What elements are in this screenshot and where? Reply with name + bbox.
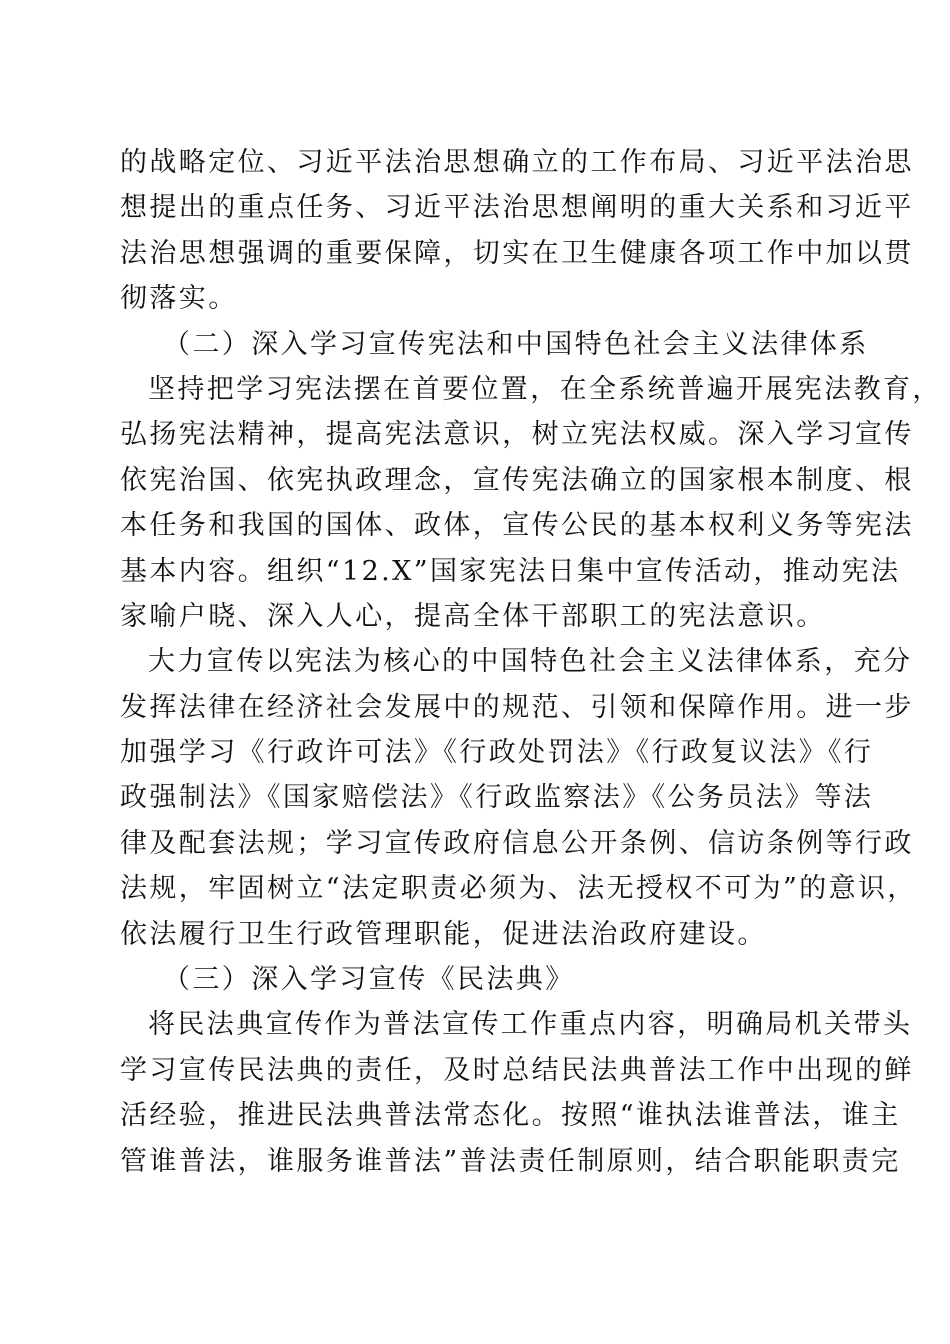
section-heading-2: （二）深入学习宣传宪法和中国特色社会主义法律体系	[163, 328, 869, 360]
section-heading-3: （三）深入学习宣传《民法典》	[163, 964, 575, 996]
body-line: 依法履行卫生行政管理职能，促进法治政府建设。	[120, 918, 767, 950]
document-body	[120, 140, 942, 1184]
body-line: 依宪治国、依宪执政理念，宣传宪法确立的国家根本制度、根	[120, 464, 914, 496]
body-line: 本任务和我国的国体、政体，宣传公民的基本权利义务等宪法	[120, 510, 914, 542]
body-line: 彻落实。	[120, 283, 238, 315]
body-line: 的战略定位、习近平法治思想确立的工作布局、习近平法治思	[120, 147, 914, 178]
body-line: 法规，牢固树立“法定职责必须为、法无授权不可为”的意识，	[120, 873, 917, 905]
body-line: 活经验，推进民法典普法常态化。按照“谁执法谁普法，谁主	[120, 1100, 901, 1132]
body-line: 发挥法律在经济社会发展中的规范、引领和保障作用。进一步	[120, 691, 914, 723]
paragraph-first-line: 大力宣传以宪法为核心的中国特色社会主义法律体系，充分	[148, 646, 913, 678]
body-line: 学习宣传民法典的责任，及时总结民法典普法工作中出现的鲜	[120, 1054, 914, 1086]
body-line: 管谁普法，谁服务谁普法”普法责任制原则，结合职能职责完	[120, 1145, 901, 1177]
paragraph-first-line: 坚持把学习宪法摆在首要位置，在全系统普遍开展宪法教育，	[148, 373, 942, 405]
body-line: 弘扬宪法精神，提高宪法意识，树立宪法权威。深入学习宣传	[120, 419, 914, 451]
body-line: 律及配套法规；学习宣传政府信息公开条例、信访条例等行政	[120, 827, 914, 859]
body-line: 政强制法》《国家赔偿法》《行政监察法》《公务员法》等法	[120, 782, 874, 814]
paragraph-first-line: 将民法典宣传作为普法宣传工作重点内容，明确局机关带头	[148, 1009, 913, 1041]
body-line: 想提出的重点任务、习近平法治思想阐明的重大关系和习近平	[120, 192, 914, 224]
body-line: 家喻户晓、深入人心，提高全体干部职工的宪法意识。	[120, 600, 826, 632]
body-line: 基本内容。组织“12.X”国家宪法日集中宣传活动，推动宪法	[120, 555, 901, 587]
body-line: 法治思想强调的重要保障，切实在卫生健康各项工作中加以贯	[120, 237, 914, 269]
body-line: 加强学习《行政许可法》《行政处罚法》《行政复议法》《行	[120, 737, 874, 769]
